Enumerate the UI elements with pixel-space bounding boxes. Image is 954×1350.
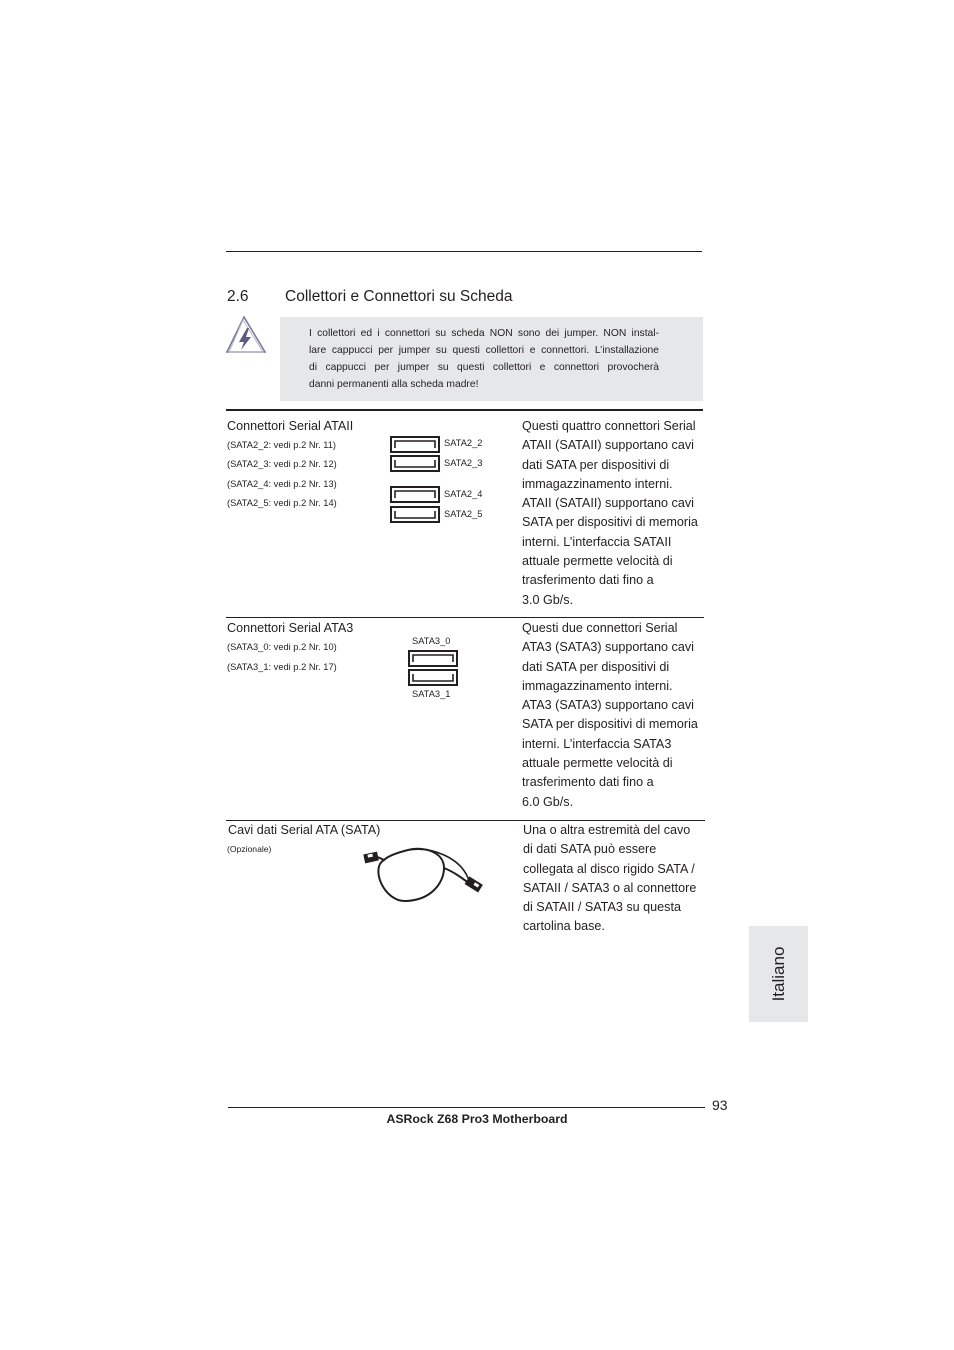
row-description-sata3 [522, 619, 698, 812]
ref-sata3-1: (SATA3_1: vedi p.2 Nr. 17) [227, 662, 337, 672]
ref-sata2-4: (SATA2_4: vedi p.2 Nr. 13) [227, 479, 337, 489]
desc-line: cartolina base. [523, 919, 605, 934]
desc-line: immagazzinamento interni. [522, 678, 673, 693]
row-title-sata3: Connettori Serial ATA3 [227, 621, 354, 635]
warning-line: lare cappucci per jumper su questi collettori e connettori. L’installazione [309, 345, 659, 356]
desc-line: immagazzinamento interni. [522, 476, 673, 491]
desc-line: 3.0 Gb/s. [522, 592, 574, 607]
desc-line: interni. L’interfaccia SATAII [522, 534, 672, 549]
sata3-1-label: SATA3_1 [412, 689, 451, 699]
section-title: Collettori e Connettori su Scheda [285, 288, 513, 305]
desc-line: Questi due connettori Serial [522, 621, 678, 635]
table-top-rule [226, 409, 703, 411]
desc-line: ATA3 (SATA3) supportano cavi [522, 698, 694, 713]
sata2-3-connector-icon [390, 455, 440, 477]
warning-line: di cappucci per jumper su questi collettori e connettori provocherà [309, 362, 659, 373]
sata2-4-label: SATA2_4 [444, 489, 483, 499]
sata2-5-connector-icon [390, 506, 440, 528]
desc-line: ATA3 (SATA3) supportano cavi [522, 640, 694, 655]
ref-optional: (Opzionale) [227, 844, 272, 854]
row-title-sataii: Connettori Serial ATAII [227, 419, 354, 433]
ref-sata2-2: (SATA2_2: vedi p.2 Nr. 11) [227, 440, 337, 450]
warning-text [309, 325, 659, 393]
footer-rule [228, 1107, 705, 1108]
sata3-0-label: SATA3_0 [412, 636, 451, 646]
desc-line: ATAII (SATAII) supportano cavi [522, 438, 694, 453]
desc-line: SATA per dispositivi di memoria [522, 717, 698, 732]
desc-line: attuale permette velocità di [522, 554, 673, 569]
footer-text [0, 1112, 954, 1126]
desc-line: di SATAII / SATA3 su questa [523, 900, 681, 915]
sata2-5-label: SATA2_5 [444, 509, 483, 519]
sata2-2-label: SATA2_2 [444, 438, 483, 448]
row-divider [226, 617, 704, 618]
sata-cable-icon [362, 844, 488, 911]
ref-sata3-0: (SATA3_0: vedi p.2 Nr. 10) [227, 642, 337, 652]
row-description-sataii [522, 417, 698, 610]
page-number: 93 [712, 1097, 728, 1113]
warning-line: I collettori ed i connettori su scheda NON sono dei jumper. NON instal- [309, 328, 659, 339]
desc-line: di dati SATA può essere [523, 842, 657, 857]
desc-line: Questi quattro connettori Serial [522, 419, 696, 433]
warning-icon [225, 315, 267, 355]
language-tab [749, 926, 808, 1022]
top-rule [226, 251, 702, 252]
desc-line: trasferimento dati fino a [522, 573, 654, 588]
sata3-1-connector-icon [408, 669, 458, 691]
desc-line: SATA per dispositivi di memoria [522, 515, 698, 530]
footer-label: ASRock Z68 Pro3 Motherboard [386, 1112, 568, 1126]
desc-line: dati SATA per dispositivi di [522, 659, 670, 674]
warning-note [280, 317, 703, 401]
desc-line: dati SATA per dispositivi di [522, 457, 670, 472]
desc-line: trasferimento dati fino a [522, 775, 654, 790]
ref-sata2-3: (SATA2_3: vedi p.2 Nr. 12) [227, 459, 337, 469]
ref-sata2-5: (SATA2_5: vedi p.2 Nr. 14) [227, 498, 337, 508]
sata2-4-connector-icon [390, 486, 440, 508]
desc-line: interni. L’interfaccia SATA3 [522, 736, 672, 751]
desc-line: attuale permette velocità di [522, 756, 673, 771]
desc-line: collegata al disco rigido SATA / [523, 861, 695, 876]
desc-line: Una o altra estremità del cavo [523, 823, 691, 837]
desc-line: ATAII (SATAII) supportano cavi [522, 496, 694, 511]
section-number: 2.6 [227, 288, 249, 305]
desc-line: 6.0 Gb/s. [522, 794, 574, 809]
row-description-sata-cable [523, 821, 696, 937]
sata2-3-label: SATA2_3 [444, 458, 483, 468]
row-title-sata-cable: Cavi dati Serial ATA (SATA) [228, 823, 381, 837]
warning-line: danni permanenti alla scheda madre! [309, 379, 479, 390]
desc-line: SATAII / SATA3 o al connettore [523, 880, 697, 895]
language-tab-label: Italiano [768, 946, 788, 1002]
